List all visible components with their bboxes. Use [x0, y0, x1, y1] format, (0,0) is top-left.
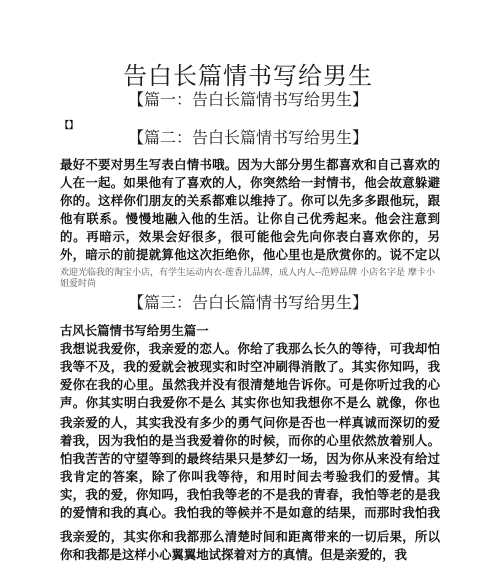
- section-3-paragraph-3: 我亲爱的，其实你和我都那么清楚时间和距离带来的一切后果，所以你和我都是这样小心翼翼地试探着对方的真情。但是亲爱的，我: [60, 529, 440, 562]
- section-heading-2: 【篇二：告白长篇情书写给男生】: [127, 128, 368, 147]
- section-2-body: 最好不要对男生写表白情书哦。因为大部分男生都喜欢和自己喜欢的人在一起。如果他有了喜欢的人，你突然给一封情书，他会故意躲避你的。这样你们朋友的关系都难以维持了。你可以先多多跟他玩，跟他有联系。慢慢地融入他的生活。让你自己优秀起来。他会注意到的。再暗示，效果会好很多，很可能他会先向你表白喜欢你的，另外，暗示的前提就算他这次拒绝你，他心里也是欣赏你的。说不定以: [60, 157, 440, 262]
- page-title: 告白长篇情书写给男生: [123, 62, 373, 90]
- shop-note: 欢迎光临我的淘宝小店，有学生运动内衣-莲香儿品牌，成人内人--范婷品牌 小店名字是 摩卡小姐爱时尚: [60, 268, 435, 289]
- section-3-subtitle: 古风长篇情书写给男生篇一: [60, 323, 209, 338]
- section-heading-3: 【篇三：告白长篇情书写给男生】: [127, 293, 368, 312]
- empty-brackets: 【】: [60, 121, 79, 131]
- section-3-paragraph-2: 我亲爱的人，其实我没有多少的勇气问你是否也一样真诚而深切的爱着我，因为我怕的是当我爱着你的时候，而你的心里依然放着别人。怕我苦苦的守望等到的最终结果只是梦幻一场，因为你从来没有给过我肯定的答案，除了你叫我等待，和用时间去考验我们的爱情。其实，我的爱，你知吗，我怕我等老的不是我的青春，我怕等老的是我的爱情和我的真心。我怕我的等候并不是如意的结果，而那时我怕我: [60, 415, 440, 520]
- section-3-paragraph-1: 我想说我爱你，我亲爱的恋人。你给了我那么长久的等待，可我却怕我等不及，我的爱就会被现实和时空冲刷得消散了。其实你知吗，我爱你在我的心里。虽然我并没有很清楚地告诉你。可是你听过我的心声。你其实明白我爱你不是么 其实你也知我想你不是么 就像，你也: [60, 341, 440, 410]
- section-heading-1: 【篇一：告白长篇情书写给男生】: [127, 90, 368, 109]
